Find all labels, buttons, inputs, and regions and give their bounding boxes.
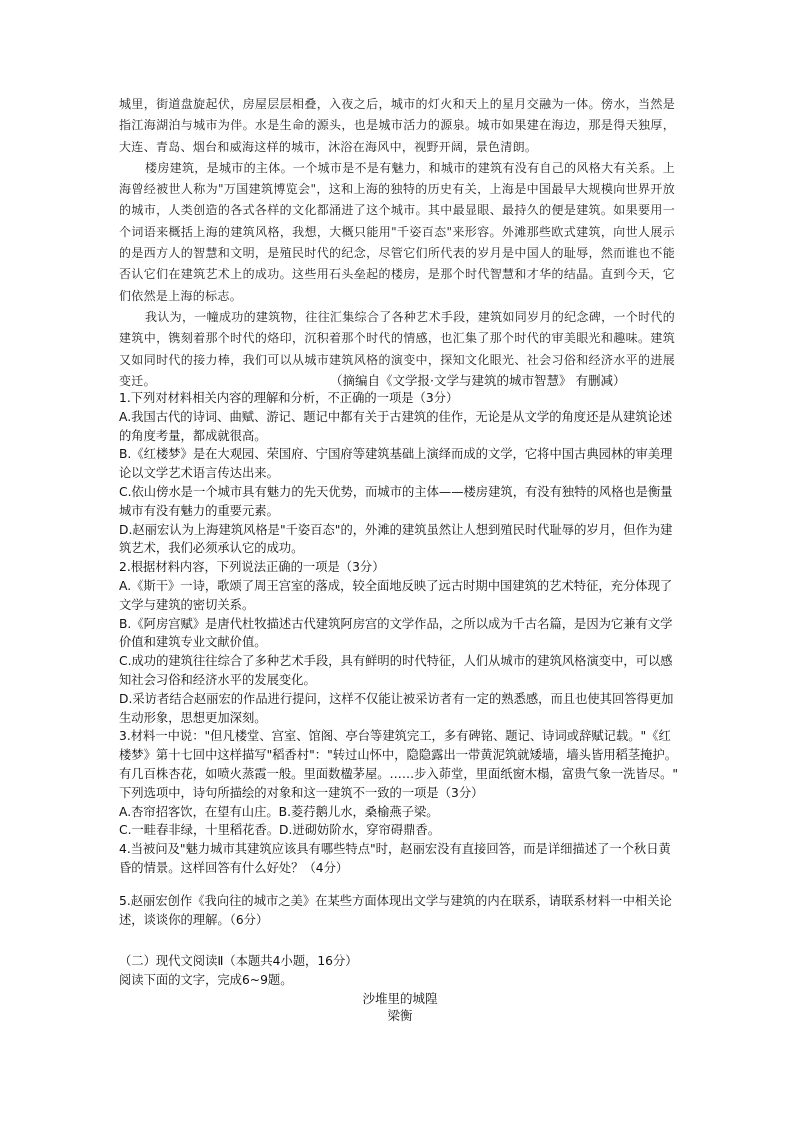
question-1-option-a: A.我国古代的诗词、曲赋、游记、题记中都有关于古建筑的佳作，无论是从文学的角度还是从建筑论述的角度考量，都成就很高。	[119, 409, 673, 443]
question-1-stem: 1.下列对材料相关内容的理解和分析，不正确的一项是（3分）	[119, 391, 459, 405]
question-2-option-d: D.采访者结合赵丽宏的作品进行提问，这样不仅能让被采访者有一定的熟悉感，而且也使其回答得更加生动形象，思想更加深刻。	[119, 691, 674, 725]
section-heading: （二）现代文阅读Ⅱ（本题共4小题，16分）	[119, 954, 358, 968]
questions-block	[119, 389, 681, 929]
passage-paragraph-2: 楼房建筑，是城市的主体。一个城市是不是有魅力，和城市的建筑有没有自己的风格大有关系。上海曾经被世人称为"万国建筑博览会"，这和上海的独特的历史有关，上海是中国最早大规模向世界开放的城市，人类创造的各式各样的文化都涌进了这个城市。其中最显眼、最持久的便是建筑。如果要用一个词语来概括上海的建筑风格，我想，大概只能用"千姿百态"来形容。外滩那些欧式建筑，向世人展示的是西方人的智慧和文明，是殖民时代的纪念，尽管它们所代表的岁月是中国人的耻辱，然而谁也不能否认它们在建筑艺术上的成功。这些用石头垒起的楼房，是那个时代智慧和才华的结晶。直到今天，它们依然是上海的标志。	[119, 160, 675, 303]
question-3-options-ab: A.杏帘招客饮，在望有山庄。B.菱荇鹅儿水，桑榆燕子梁。	[119, 804, 439, 819]
passage-paragraph-3: 我认为，一幢成功的建筑物，往往汇集综合了各种艺术手段，建筑如同岁月的纪念碑，一个时代的建筑中，镌刻着那个时代的烙印，沉积着那个时代的情感，也汇集了那个时代的审美眼光和趣味。建筑又如同时代的接力棒，我们可以从城市建筑风格的演变中，探知文化眼光、社会习俗和经济水平的进展变迁。	[119, 309, 675, 388]
article-title: 沙堆里的城隍	[362, 991, 438, 1006]
question-2-option-b: B.《阿房宫赋》是唐代杜牧描述古代建筑阿房宫的文学作品，之所以成为千古名篇，是因为它兼有文学价值和建筑专业文献价值。	[119, 616, 673, 650]
question-2-option-c: C.成功的建筑往往综合了多种艺术手段，具有鲜明的时代特征，人们从城市的建筑风格演变中，可以感知社会习俗和经济水平的发展变化。	[119, 654, 673, 687]
question-5: 5.赵丽宏创作《我向往的城市之美》在某些方面体现出文学与建筑的内在联系，请联系材料一中相关论述，谈谈你的理解。（6分）	[119, 893, 672, 927]
article-author: 梁衡	[387, 1008, 413, 1023]
section-header	[119, 952, 681, 990]
question-3-options-cd: C.一畦春非绿，十里稻花香。D.迸砌妨阶水，穿帘碍鼎香。	[119, 823, 440, 838]
source-citation: （摘编自《文学报·文学与建筑的城市智慧》 有删减）	[330, 373, 626, 388]
passage-paragraph-1: 城里，街道盘旋起伏，房屋层层相叠，入夜之后，城市的灯火和天上的星月交融为一体。傍水，当然是指江海湖泊与城市为伴。水是生命的源头，也是城市活力的源泉。城市如果建在海边，那是得天独厚，大连、青岛、烟台和威海这样的城市，沐浴在海风中，视野开阔，景色清朗。	[119, 97, 675, 154]
question-3-stem: 3.材料一中说："但凡楼堂、宫室、馆阁、亭台等建筑完工，多有碑铭、题记、诗词或辞赋记载。"《红楼梦》第十七回中这样描写"稻香村"："转过山怀中，隐隐露出一带黄泥筑就矮墙，墙头皆用稻茎掩护。有几百株杏花，如喷火蒸霞一般。里面数楹茅屋。……步入茆堂，里面纸窗木榻，富贵气象一洗皆尽。"	[119, 729, 679, 781]
question-1-option-b: B.《红楼梦》是在大观园、荣国府、宁国府等建筑基础上演绎而成的文学，它将中国古典园林的审美理论以文学艺术语言传达出来。	[119, 447, 673, 481]
question-1-option-d: D.赵丽宏认为上海建筑风格是"千姿百态"的，外滩的建筑虽然让人想到殖民时代耻辱的岁月，但作为建筑艺术，我们必须承认它的成功。	[119, 522, 673, 556]
reading-passage	[119, 94, 675, 392]
question-4: 4.当被问及"魅力城市其建筑应该具有哪些特点"时，赵丽宏没有直接回答，而是详细描述了一个秋日黄昏的情景。这样回答有什么好处？（4分）	[119, 842, 671, 875]
question-1-option-c: C.依山傍水是一个城市具有魅力的先天优势，而城市的主体——楼房建筑，有没有独特的风格也是衡量城市有没有魅力的重要元素。	[119, 484, 673, 518]
question-3-instruction: 下列选项中，诗句所描绘的对象和这一建筑不一致的一项是（3分）	[119, 785, 484, 800]
question-2-option-a: A.《斯干》一诗，歌颂了周王宫室的落成，较全面地反映了远古时期中国建筑的艺术特征，充分体现了文学与建筑的密切关系。	[119, 578, 673, 612]
section-instruction: 阅读下面的文字，完成6~9题。	[119, 972, 293, 987]
question-2-stem: 2.根据材料内容，下列说法正确的一项是（3分）	[119, 560, 385, 575]
